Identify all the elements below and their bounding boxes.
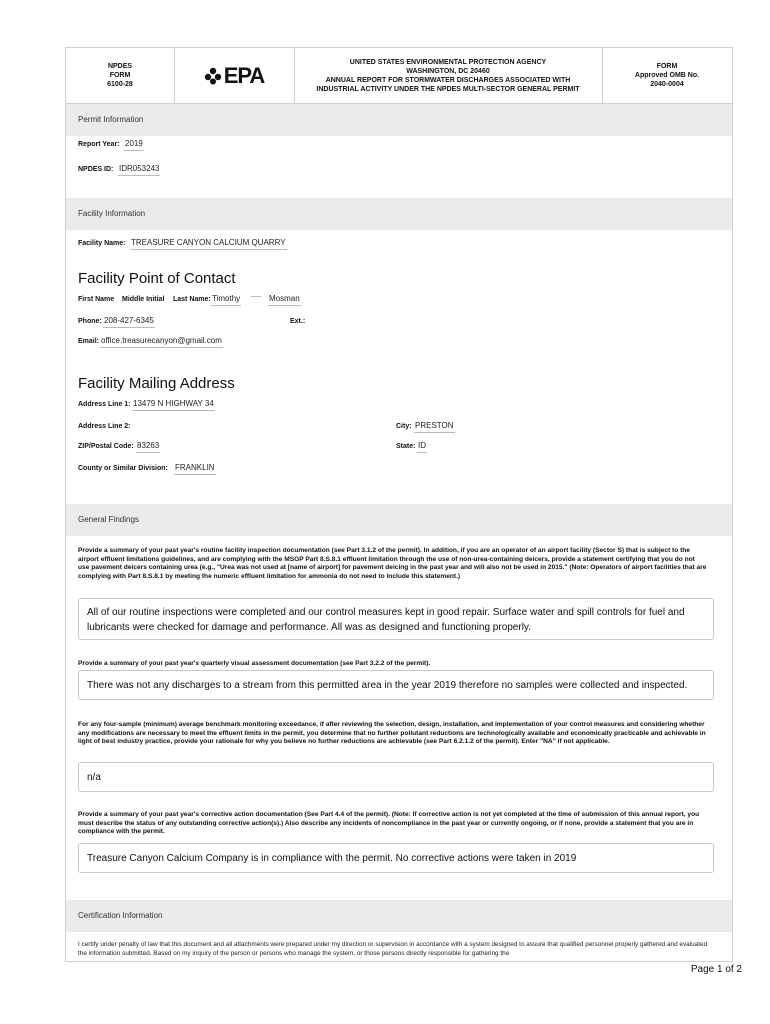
answer-benchmark-exceedance[interactable]: n/a [78, 762, 714, 792]
section-certification-information: Certification Information [66, 900, 732, 932]
epa-logo [204, 63, 265, 89]
epa-logo-text: EPA [223, 62, 265, 88]
question-quarterly-visual: Provide a summary of your past year's quarterly visual assessment documentation (see Part 3.2.2 of the permit). [78, 660, 431, 667]
form-id-line: 6100-28 [107, 81, 133, 88]
email-field[interactable]: office.treasurecanyon@gmail.com [100, 336, 223, 348]
epa-flower-icon [204, 67, 222, 85]
address-line-1-field[interactable]: 13479 N HIGHWAY 34 [132, 399, 215, 411]
zip-field[interactable]: 83263 [136, 441, 160, 453]
facility-name-field[interactable]: TREASURE CANYON CALCIUM QUARRY [130, 238, 287, 250]
email-label: Email: [78, 338, 100, 345]
omb-line: FORM [656, 63, 678, 70]
first-name-field[interactable]: Timothy [211, 294, 241, 306]
phone-field[interactable]: 208-427-6345 [103, 316, 155, 328]
question-routine-inspection: Provide a summary of your past year's routine facility inspection documentation (see Part 3.1.2 of the permit). In addition, if you are an operator of an airport facility (Sector S) that is subject to the airport effluent limitations guidelines, and are complying with the MSGP Part 8.S.8.1 effluent limitation through the use of non-urea-containing deicers, provide a statement certifying that you do not use pavement deicers containing urea (e.g., "Urea was not used at [name of airport] for pavement deicing in the past year and will also not be used in 2015." (Note: Operators of airport facilities that are complying with Part 8.S.8.1 by meeting the numeric effluent limitation for ammonia do not need to include this statement.) [78, 547, 707, 580]
form-id-line: FORM [109, 72, 131, 79]
phone-label: Phone: [78, 318, 102, 325]
state-field[interactable]: ID [417, 441, 427, 453]
report-year-label: Report Year: [78, 141, 120, 148]
address-line-2-label: Address Line 2: [78, 423, 131, 430]
section-permit-information: Permit Information [66, 104, 732, 136]
report-year-field[interactable]: 2019 [124, 139, 144, 151]
middle-initial-field[interactable] [251, 294, 261, 297]
last-name-label: Last Name: [173, 296, 211, 303]
certification-text: I certify under penalty of law that this document and all attachments were prepared under my direction or supervision in accordance with a system designed to assure that qualified personnel properly gathered and evaluated the information submitted. Based on my inquiry of the person or persons who manage the system, or those persons directly responsible for gathering the [78, 941, 708, 957]
omb-line: 2040-0004 [650, 81, 684, 88]
answer-corrective-action[interactable]: Treasure Canyon Calcium Company is in compliance with the permit. No corrective actions were taken in 2019 [78, 843, 714, 873]
omb-line: Approved OMB No. [634, 72, 700, 79]
form-id-line: NPDES [107, 63, 133, 70]
question-corrective-action: Provide a summary of your past year's corrective action documentation (See Part 4.4 of the permit). (Note: If corrective action is not yet completed at the time of submission of this annual report, you must describe the status of any outstanding corrective action(s).) Also describe any incidents of noncompliance in the past year or currently ongoing, or if none, provide a statement that you are in compliance with the permit. [78, 811, 700, 836]
facility-name-label: Facility Name: [78, 240, 126, 247]
zip-label: ZIP/Postal Code: [78, 443, 134, 450]
ext-label: Ext.: [290, 318, 306, 325]
agency-line: WASHINGTON, DC 20460 [406, 67, 490, 75]
city-label: City: [396, 423, 412, 430]
address-line-1-label: Address Line 1: [78, 401, 131, 408]
section-general-findings: General Findings [66, 504, 732, 536]
page-number: Page 1 of 2 [690, 964, 742, 975]
form-id-cell [66, 48, 175, 103]
agency-line: UNITED STATES ENVIRONMENTAL PROTECTION AGENCY [349, 58, 547, 66]
question-benchmark-exceedance: For any four-sample (minimum) average benchmark monitoring exceedance, if after reviewing the selection, design, installation, and implementation of your control measures and considering whether any modifications are necessary to meet the effluent limits in the permit, you determine that no further pollutant reductions are technologically available and economically practicable and achievable in light of best industry practice, provide your rationale for why you believe no further reductions are achievable (see Part 6.2.1.2 of the permit). Enter "NA" if not applicable. [78, 721, 706, 746]
county-field[interactable]: FRANKLIN [174, 463, 216, 475]
omb-cell [602, 48, 732, 103]
agency-title-cell [294, 48, 603, 103]
report-title-line: INDUSTRIAL ACTIVITY UNDER THE NPDES MULTI-SECTOR GENERAL PERMIT [316, 85, 580, 93]
npdes-id-field[interactable]: IDR053243 [118, 164, 160, 176]
npdes-id-label: NPDES ID: [78, 166, 114, 173]
answer-quarterly-visual[interactable]: There was not any discharges to a stream from this permitted area in the year 2019 therefore no samples were collected and inspected. [78, 670, 714, 700]
middle-initial-label: Middle Initial [122, 296, 165, 303]
answer-routine-inspection[interactable]: All of our routine inspections were completed and our control measures kept in good repair. Surface water and spill controls for fuel and lubricants were checked for damage and performance. All was as designed and functioning properly. [78, 598, 714, 640]
form-header [66, 48, 732, 104]
report-title-line: ANNUAL REPORT FOR STORMWATER DISCHARGES ASSOCIATED WITH [325, 76, 571, 84]
form-page [65, 47, 733, 962]
city-field[interactable]: PRESTON [414, 421, 455, 433]
mailing-heading: Facility Mailing Address [78, 375, 235, 392]
county-label: County or Similar Division: [78, 465, 168, 472]
state-label: State: [396, 443, 416, 450]
contact-heading: Facility Point of Contact [78, 270, 236, 287]
section-facility-information: Facility Information [66, 198, 732, 230]
epa-logo-cell [174, 48, 295, 103]
first-name-label: First Name [78, 296, 115, 303]
last-name-field[interactable]: Mosman [268, 294, 301, 306]
